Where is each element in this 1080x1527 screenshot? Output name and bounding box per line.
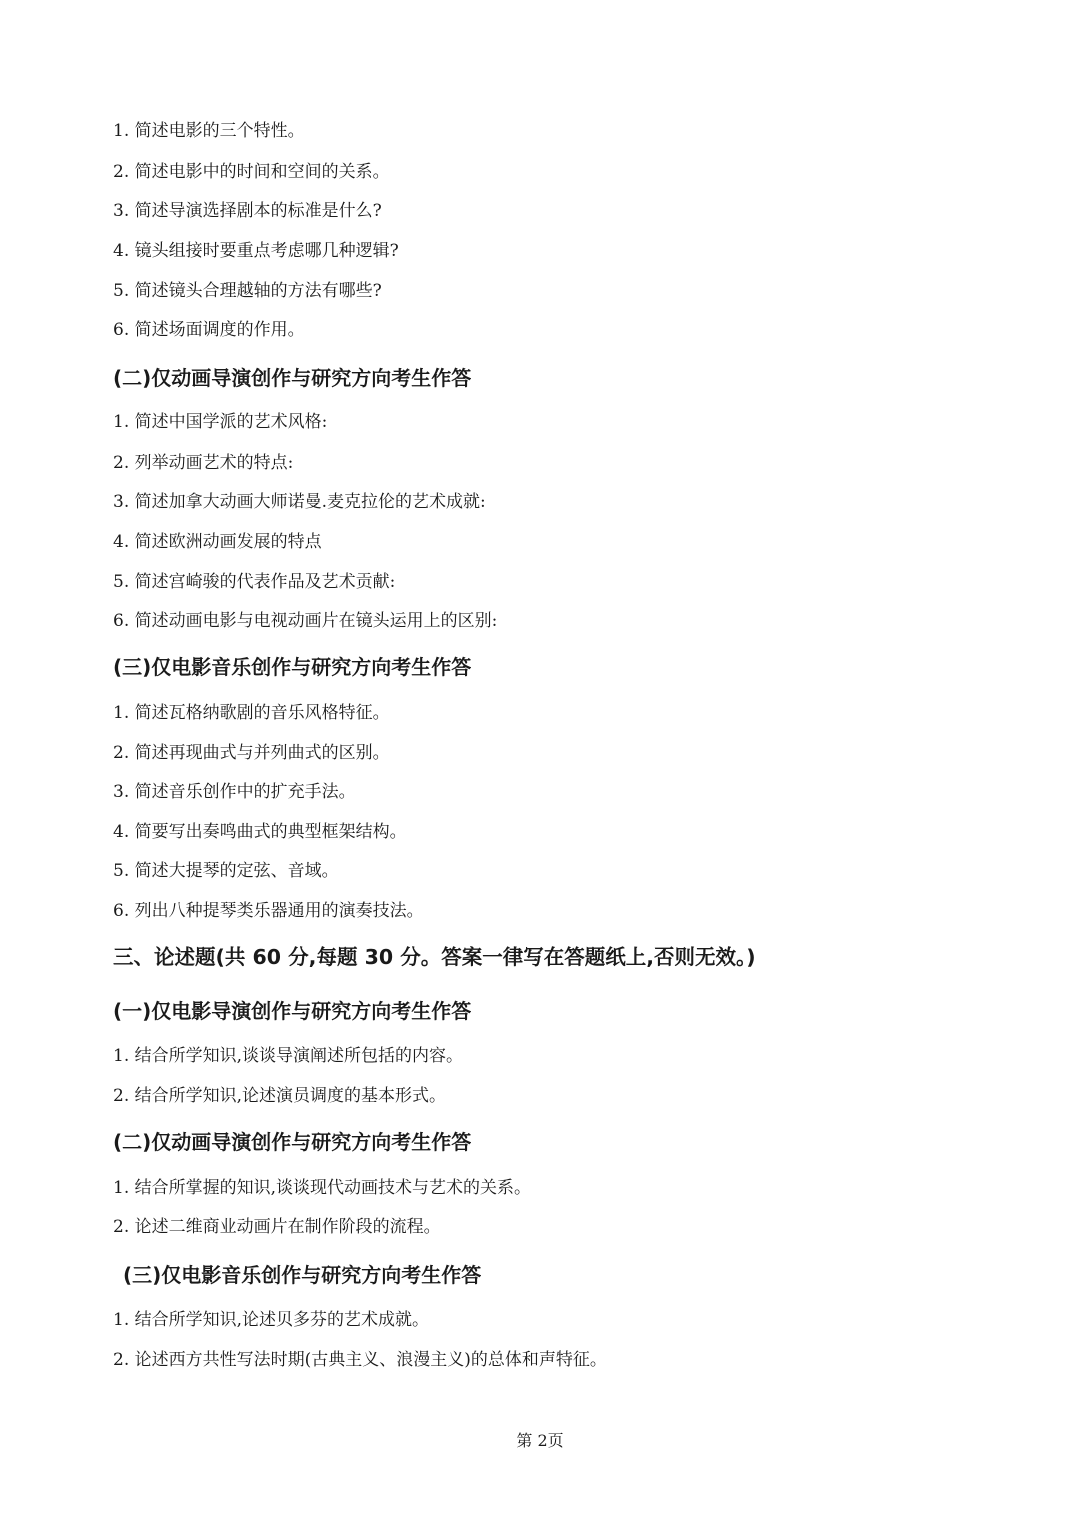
question-item: 4. 简述欧洲动画发展的特点	[113, 532, 322, 552]
section-heading-essay: 三、论述题(共 60 分,每题 30 分。答案一律写在答题纸上,否则无效。)	[113, 945, 756, 969]
section-heading-essay-animation: (二)仅动画导演创作与研究方向考生作答	[113, 1130, 472, 1154]
question-item: 6. 简述动画电影与电视动画片在镜头运用上的区别:	[113, 611, 498, 631]
question-item: 1. 结合所掌握的知识,谈谈现代动画技术与艺术的关系。	[113, 1178, 532, 1198]
question-item: 2. 列举动画艺术的特点:	[113, 453, 294, 473]
question-item: 5. 简述宫崎骏的代表作品及艺术贡献:	[113, 572, 396, 592]
question-item: 1. 简述瓦格纳歌剧的音乐风格特征。	[113, 703, 390, 723]
question-item: 3. 简述导演选择剧本的标准是什么?	[113, 201, 382, 221]
section-heading-animation: (二)仅动画导演创作与研究方向考生作答	[113, 366, 472, 390]
question-item: 2. 简述电影中的时间和空间的关系。	[113, 162, 390, 182]
question-item: 1. 结合所学知识,论述贝多芬的艺术成就。	[113, 1310, 430, 1330]
question-item: 1. 简述电影的三个特性。	[113, 121, 305, 141]
question-item: 2. 简述再现曲式与并列曲式的区别。	[113, 743, 390, 763]
question-item: 5. 简述大提琴的定弦、音域。	[113, 861, 339, 881]
question-item: 2. 论述西方共性写法时期(古典主义、浪漫主义)的总体和声特征。	[113, 1350, 607, 1370]
question-item: 3. 简述加拿大动画大师诺曼.麦克拉伦的艺术成就:	[113, 492, 486, 512]
question-item: 4. 简要写出奏鸣曲式的典型框架结构。	[113, 822, 407, 842]
page-number: 第 2页	[516, 1431, 564, 1450]
question-item: 1. 简述中国学派的艺术风格:	[113, 412, 328, 432]
question-item: 6. 简述场面调度的作用。	[113, 320, 305, 340]
question-item: 5. 简述镜头合理越轴的方法有哪些?	[113, 281, 382, 301]
question-item: 1. 结合所学知识,谈谈导演阐述所包括的内容。	[113, 1046, 464, 1066]
section-heading-essay-film: (一)仅电影导演创作与研究方向考生作答	[113, 999, 472, 1023]
question-item: 3. 简述音乐创作中的扩充手法。	[113, 782, 356, 802]
section-heading-music: (三)仅电影音乐创作与研究方向考生作答	[113, 655, 472, 679]
question-item: 4. 镜头组接时要重点考虑哪几种逻辑?	[113, 241, 399, 261]
question-item: 2. 论述二维商业动画片在制作阶段的流程。	[113, 1217, 441, 1237]
section-heading-essay-music: (三)仅电影音乐创作与研究方向考生作答	[123, 1263, 482, 1287]
question-item: 6. 列出八种提琴类乐器通用的演奏技法。	[113, 901, 424, 921]
question-item: 2. 结合所学知识,论述演员调度的基本形式。	[113, 1086, 447, 1106]
